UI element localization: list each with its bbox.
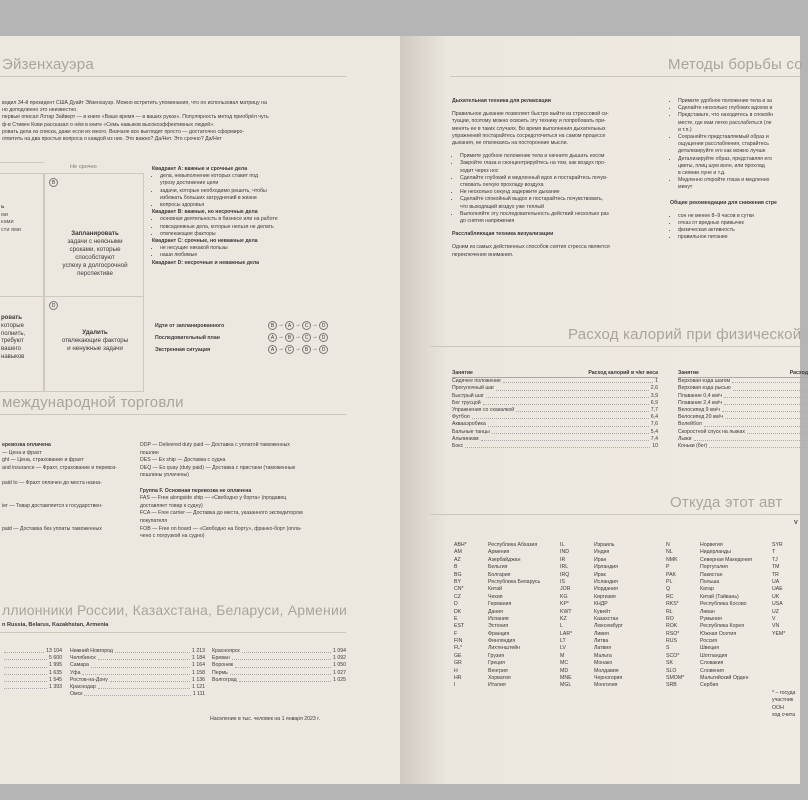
country-name: Китай [488, 586, 503, 593]
plate-code: FL* [454, 645, 463, 652]
plate-code: B [454, 564, 458, 571]
plate-code: MC [560, 660, 569, 667]
list-item [560, 564, 623, 571]
country-name: Греция [488, 660, 505, 667]
table-row: Велосипед 20 км/ч [678, 414, 808, 421]
list-item [560, 645, 623, 652]
country-name: Азербайджан [488, 556, 521, 563]
country-name: Испания [488, 615, 509, 622]
country-name: Польша [700, 578, 720, 585]
plate-code: V [772, 615, 776, 622]
col-not-urgent-label: Не срочно [70, 164, 97, 170]
divider [0, 414, 346, 415]
country-name: Латвия [594, 645, 612, 652]
list-item [454, 601, 540, 608]
plate-code: SMOM* [666, 675, 685, 682]
plate-code: IS [560, 578, 565, 585]
country-name: Нидерланды [700, 549, 731, 556]
plate-code: RC [666, 593, 674, 600]
table-row: Плавание 2,4 км/ч [678, 400, 808, 407]
country-name: Черногория [594, 675, 623, 682]
trade-title: международной торговли [2, 394, 184, 411]
plate-code: IRL [560, 564, 569, 571]
plate-code: KP* [560, 601, 569, 608]
country-name: Венгрия [488, 667, 508, 674]
plate-code: SK [666, 660, 673, 667]
list-item [560, 675, 623, 682]
plate-code: L [560, 623, 563, 630]
plate-code: ROK [666, 623, 678, 630]
list-item [666, 668, 752, 675]
country-name: Казахстан [594, 615, 619, 622]
plate-code: NMK [666, 556, 678, 563]
list-item [666, 601, 752, 608]
plate-code: MNE [560, 675, 572, 682]
plates-title: Откуда этот авт [670, 494, 783, 511]
plate-code: ABH* [454, 542, 467, 548]
country-name: Россия [700, 638, 718, 645]
country-name: Грузия [488, 652, 505, 659]
plate-code: RUS [666, 638, 677, 645]
list-item [560, 557, 623, 564]
plate-code: AZ [454, 556, 461, 563]
list-item [666, 675, 752, 682]
table-row: Прогулочный шаг 2,6 [452, 385, 658, 392]
list-item: Челябинск 1 184 [70, 655, 205, 662]
plate-code: JOR [560, 586, 571, 593]
country-name: Республика Косово [700, 601, 747, 608]
plate-code: LT [560, 638, 566, 645]
list-item [454, 653, 540, 660]
list-item [666, 638, 752, 645]
list-item [666, 616, 752, 623]
country-name: Пакистан [700, 571, 723, 578]
list-item [454, 675, 540, 682]
cities-subtitle: n Russia, Belarus, Kazakhstan, Armenia [2, 622, 109, 628]
plate-code: M [560, 652, 565, 659]
list-item [666, 542, 752, 549]
list-item [560, 653, 623, 660]
list-item [666, 682, 752, 689]
cell-b: B Запланировать задачи с неясными сроками, которые способствуют успеху в долгосрочной перспективе [44, 173, 144, 297]
list-item: 1 545 [2, 677, 62, 684]
list-item [454, 668, 540, 675]
plate-code: RL [666, 608, 673, 615]
country-name: Катар [700, 586, 714, 593]
country-name: Швеция [700, 645, 720, 652]
list-item: 1 393 [2, 684, 62, 691]
list-item [454, 572, 540, 579]
cities-title: ллионники России, Казахстана, Беларуси, Армении [2, 602, 348, 618]
country-name: Ирландия [594, 564, 618, 571]
country-name: Китай (Тайвань) [700, 593, 739, 600]
list-item [560, 549, 623, 556]
table-row: Волейбол [678, 421, 808, 428]
country-name: Хорватия [488, 675, 511, 682]
list-item [666, 557, 752, 564]
plate-code: EST [454, 623, 465, 630]
table-row: Упражнения со скакалкой 7,7 [452, 407, 658, 414]
plate-code: VN [772, 623, 780, 630]
country-name: Лихтенштейн [488, 645, 521, 652]
list-item [454, 645, 540, 652]
plates-col1 [454, 542, 540, 690]
list-item [666, 549, 752, 556]
calories-table-1: Занятие Расход калорий в ч/кг веса Сидячее положение 1 Прогулочный шаг 2,6 Быстрый шаг 3,9 Бег трусцой 6,9 Упражнения со скакалкой 7,7 Футбол 6,4 Аквааэробика 7,6 Бальные танцы 5,4 Альпинизм 7,4 Бокс 10 [452, 370, 658, 450]
table-row: Верховая езда шагом [678, 378, 808, 385]
plate-code: USA [772, 601, 783, 608]
country-name: Монголия [594, 682, 618, 689]
list-item [560, 638, 623, 645]
list-item [454, 586, 540, 593]
trade-left-column: еревозка оплачена — Цена и фрахт ght — Цена, страхование и фрахт and insurance — Фрахт, страхование и перевоз- paid to — Фрахт оплачен до места назна- ier — Товар доставляется к государствен- paid — Доставка без уплаты таможенных [2, 442, 117, 532]
country-name: Республика Корея [700, 623, 745, 630]
list-item: 13 104 [2, 648, 62, 655]
country-name: Болгария [488, 571, 511, 578]
list-item: 5 600 [2, 655, 62, 662]
plates-note: * – госуда участник ООН ход счита [772, 690, 796, 719]
plate-code: SYR [772, 542, 783, 548]
plate-code: BY [454, 578, 461, 585]
country-name: Иордания [594, 586, 618, 593]
list-item [454, 631, 540, 638]
plate-code: IR [560, 556, 566, 563]
list-item: Уфа 1 158 [70, 669, 205, 676]
table-row: Аквааэробика 7,6 [452, 421, 658, 428]
list-item [560, 623, 623, 630]
country-name: Кувейт [594, 608, 611, 615]
list-item [560, 668, 623, 675]
letter-d-circle: D [49, 301, 58, 310]
country-name: Иран [594, 556, 607, 563]
plate-code: KZ [560, 615, 567, 622]
plate-code: HR [454, 675, 462, 682]
country-name: Люксембург [594, 623, 623, 630]
divider [450, 76, 800, 77]
list-item [666, 609, 752, 616]
plate-code: PAK [666, 571, 676, 578]
plate-code: NL [666, 549, 673, 556]
stress-col2: • Примите удобное положение тела и за • Сделайте несколько глубоких вдохов и • Представьте, что находитесь в спокойн месте, где вам легко расслабиться (ле и т.п.) • Сохраняйте представляемый образ и ощущении расслабления, старайтесь детализируйте его как можно лучше • Детализируйте образ, представляя его цветы, плиц шум волн, или прохлад в сиянии луне и т.д. • Медленно откройте глаза и медленно минут Общие рекомендации для снижения стре • сон не менее 8–9 часов в сутки • отказ от вредных привычек • физическая активность • правильное питание [670, 98, 777, 242]
country-name: Южная Осетия [700, 630, 737, 637]
country-name: Чехия [488, 593, 503, 600]
flow-row: B → A → C → D [268, 319, 328, 331]
plate-code: E [454, 615, 458, 622]
divider [430, 514, 800, 515]
plate-code: CN* [454, 586, 464, 593]
plate-code: IRQ [560, 571, 570, 578]
plate-code: UAE [772, 586, 783, 593]
table-row: Бальные танцы 5,4 [452, 428, 658, 435]
country-name: Ливия [594, 630, 609, 637]
table-row: Сидячее положение 1 [452, 378, 658, 385]
list-item [666, 660, 752, 667]
plate-code: KG [560, 593, 568, 600]
flow-diagrams [268, 319, 328, 355]
country-name: Армения [488, 549, 510, 556]
list-item [666, 594, 752, 601]
cell-d-title: Удалить [82, 329, 108, 336]
country-name: Бельгия [488, 564, 508, 571]
divider [0, 76, 346, 77]
eisenhower-title: Эйзенхауэра [2, 56, 94, 73]
list-item [454, 542, 540, 549]
list-item: 1 995 [2, 662, 62, 669]
plate-code: SCO* [666, 652, 680, 659]
plate-code: BG [454, 571, 462, 578]
table-row: Футбол 6,4 [452, 414, 658, 421]
country-name: Индия [594, 549, 610, 556]
list-item: Волгоград 1 025 [212, 676, 346, 683]
cell-b-title: Запланировать [71, 230, 119, 237]
country-name: Словения [700, 667, 724, 674]
list-item [560, 616, 623, 623]
plate-code: RO [666, 615, 674, 622]
list-item [560, 660, 623, 667]
list-item [666, 579, 752, 586]
plate-code: RKS* [666, 601, 679, 608]
table-row: Бег трусцой 6,9 [452, 399, 658, 406]
country-name: Мальта [594, 652, 612, 659]
list-item: Краснодар 1 121 [70, 684, 205, 691]
plate-code: TJ [772, 556, 778, 563]
country-name: Молдавия [594, 667, 619, 674]
plate-code: PL [666, 578, 673, 585]
plate-code: MGL [560, 682, 572, 689]
divider [430, 346, 800, 347]
flow-labels: Идти от запланированного Последовательный план Экстренная ситуация [155, 323, 225, 353]
cities-col3 [212, 648, 346, 684]
plate-code: LV [560, 645, 566, 652]
list-item [666, 572, 752, 579]
plate-code: F [454, 630, 458, 637]
list-item [454, 660, 540, 667]
country-name: Финляндия [488, 638, 516, 645]
list-item [560, 579, 623, 586]
list-item: Омск 1 111 [70, 691, 205, 698]
plate-code: MD [560, 667, 569, 674]
calories-table-2: Занятие Расход Верховая езда шагом Верховая езда рысью Плавание 0,4 км/ч Плавание 2,4 км/ч Велосипед 9 км/ч Велосипед 20 км/ч Волейбол Скоростной спуск на лыжах Лыжи Коньки (бег) [678, 370, 808, 450]
plate-code: UK [772, 593, 780, 600]
cell-c: ровать которые полнить, требуют вашего навыков [0, 296, 44, 392]
list-item [454, 594, 540, 601]
flow-row: A → C → B → D [268, 343, 328, 355]
country-name: Германия [488, 601, 512, 608]
country-name: Шотландия [700, 652, 728, 659]
plate-code: UZ [772, 608, 779, 615]
plate-code: SLO [666, 667, 677, 674]
plate-code: IL [560, 542, 565, 548]
stress-col1: Дыхательная техника для релаксации Правильное дыхание позволяет быстро выйти из стрессовой си- туации, поэтому можно освоить эту технику и попробовать при- менять ее в таких случаях. Во время выполнения дыхательных упражнений постарайтесь сосредоточиться на самом процессе дыхания, не отвлекаясь на посторонние мысли. • Примите удобное положение тела и начните дышать носом • Закройте глаза и сконцентрируйтесь на том, как воздух про- ходит через нос • Сделайте глубокий и медленный вдох и постарайтесь почув- ствовать легкую прохладу воздуха • Не несколько секунд задержите дыхание • Сделайте спокойный выдох и постарайтесь почувствовать, что выходящий воздух уже теплый • Выполняйте эту последовательность действий несколько раз до снятия напряжения Расслабляющая техника визуализации Одним из самых действенных способов снятия стресса является переключение внимания. [452, 98, 610, 259]
plates-col2 [560, 542, 623, 690]
list-item [454, 549, 540, 556]
country-name: Республика Беларусь [488, 578, 541, 585]
list-item: Воронеж 1 050 [212, 662, 346, 669]
list-item: Ереван 1 092 [212, 655, 346, 662]
trade-right-column: DDP — Delivered duty paid — Доставка с уплатой таможенных пошлин DES — Ex ship — Доставка с судна DEQ — Ex quay (duty paid) — Доставка с пристани (таможенные пошлины уплачены) Группа F. Основная перевозка не оплачена FAS — Free alongside ship — «Свободно у борта» (продавец доставляет товар к судну) FCA — Free carrier — Доставка до места, указанного экспедитором покупателя FOB — Free on board — «Свободно на борту», франко-борт (опла- чено с погрузкой на судно) [140, 442, 303, 540]
list-item: Нижний Новгород 1 213 [70, 648, 205, 654]
table-row: Верховая езда рысью [678, 385, 808, 392]
cities-col1 [2, 648, 62, 691]
list-item [454, 616, 540, 623]
list-item [560, 594, 623, 601]
country-name: Монако [594, 660, 613, 667]
country-name: Дания [488, 608, 503, 615]
list-item: 1 635 [2, 670, 62, 677]
plate-code: RSO* [666, 630, 680, 637]
list-item [560, 572, 623, 579]
divider [0, 632, 346, 633]
plate-code: IND [560, 549, 569, 556]
cell-a: ь ми ками сти ями [0, 173, 44, 297]
list-item [454, 564, 540, 571]
list-item: Ростов-на-Дону 1 136 [70, 676, 205, 683]
plate-code: GR [454, 660, 462, 667]
plates-col3 [666, 542, 752, 690]
list-item [666, 653, 752, 660]
country-name: Сербия [700, 682, 719, 689]
plate-code: YEM* [772, 630, 786, 637]
plate-code: H [454, 667, 458, 674]
table-row: Коньки (бег) [678, 443, 808, 450]
list-item [454, 609, 540, 616]
country-name: Италия [488, 682, 506, 689]
plate-code: CZ [454, 593, 461, 600]
cities-note: Население в тыс. человек на 1 января 2023 г. [210, 716, 320, 722]
list-item [560, 682, 623, 689]
table-row: Велосипед 9 км/ч [678, 407, 808, 414]
country-name: Румыния [700, 615, 722, 622]
plate-code: GE [454, 652, 462, 659]
table-row: Альпинизм 7,4 [452, 435, 658, 442]
cities-col2 [70, 648, 205, 698]
plate-code: Q [666, 586, 671, 593]
plate-code: DK [454, 608, 462, 615]
country-name: Исландия [594, 578, 618, 585]
list-item [666, 631, 752, 638]
eisenhower-intro: водил 34-й президент США Дуайт Эйзенхауэр. Можно встретить упоминания, что он использовал матрицу на но доподлинно это неизвестно. первые описал Лотар Зайверт — в книге «Ваше время — в ваших руках». Популярность метод приобрёл чуть ф-в Стивен Кови рассказал о нём в книге «Семь навыков высокоэффективных людей». ровать дела из списка, даже если их много. Вначале все выглядит просто — достаточно сформиро- ответить на два простых вопроса о каждой из них. Это важно? Да/Нет. Это срочно? Да/Нет [2, 100, 269, 143]
plate-code: D [454, 601, 458, 608]
plate-code: TR [772, 571, 779, 578]
plate-code: S [666, 645, 670, 652]
table-row: Плавание 0,4 км/ч [678, 393, 808, 400]
list-item [454, 682, 540, 689]
list-item: Самара 1 164 [70, 662, 205, 669]
flow-row: A → B → C → D [268, 331, 328, 343]
country-name: Израиль [594, 542, 615, 548]
cell-d: D Удалить отвлекающие факторы и ненужные задачи [44, 296, 144, 392]
plate-code: I [454, 682, 456, 689]
table-row: Лыжи [678, 436, 808, 443]
calories-title: Расход калорий при физической [568, 326, 802, 343]
letter-b-circle: B [49, 178, 58, 187]
plate-code: LAR* [560, 630, 573, 637]
country-name: Республика Абхазия [488, 542, 538, 548]
plate-code: KWT [560, 608, 572, 615]
country-name: КНДР [594, 601, 608, 608]
plate-code: N [666, 542, 670, 548]
country-name: Мальтийский Орден [700, 675, 749, 682]
country-name: Франция [488, 630, 510, 637]
country-name: Португалия [700, 564, 728, 571]
plates-col4 [772, 542, 785, 638]
list-item [454, 623, 540, 630]
list-item: Пермь 1 027 [212, 669, 346, 676]
plate-code: T [772, 549, 776, 556]
plate-code: SRB [666, 682, 677, 689]
list-item [560, 631, 623, 638]
list-item [666, 586, 752, 593]
table-row: Скоростной спуск на лыжах [678, 429, 808, 436]
list-item [560, 542, 623, 549]
list-item: Красноярск 1 094 [212, 648, 346, 654]
table-row: Быстрый шаг 3,9 [452, 392, 658, 399]
list-item [560, 601, 623, 608]
plate-code: P [666, 564, 670, 571]
country-name: Ирак [594, 571, 606, 578]
list-item [560, 586, 623, 593]
right-page [400, 36, 808, 784]
plate-code: FIN [454, 638, 463, 645]
plate-code: AM [454, 549, 462, 556]
plate-code: TM [772, 564, 780, 571]
plates-col4-letter: V [794, 520, 798, 526]
country-name: Киргизия [594, 593, 616, 600]
left-page [0, 36, 400, 784]
country-name: Словакия [700, 660, 724, 667]
plate-code: UA [772, 578, 780, 585]
country-name: Эстония [488, 623, 509, 630]
table-row: Бокс 10 [452, 443, 658, 450]
list-item [666, 564, 752, 571]
country-name: Ливан [700, 608, 715, 615]
list-item [454, 557, 540, 564]
list-item [666, 623, 752, 630]
list-item [560, 609, 623, 616]
quadrant-list: Квадрант A: важные и срочные дела • дела, невыполнение которых ставит под угрозу достижение цели • задачи, которые необходимо решить, чтобы избежать больших затруднений в жизни • вопросы здоровья Квадрант B: важные, но несрочные дела • основная деятельность в бизнесе или на работе • повседневные дела, которые нельзя не делать • отвлекающие факторы Квадрант C: срочные, но неважные дела • не несущие никакой пользы • наши любимые Квадрант D: несрочные и неважные дела [152, 166, 278, 267]
country-name: Северная Македония [700, 556, 752, 563]
country-name: Норвегия [700, 542, 723, 548]
stress-title: Методы борьбы со [668, 56, 803, 73]
list-item [666, 645, 752, 652]
country-name: Литва [594, 638, 609, 645]
